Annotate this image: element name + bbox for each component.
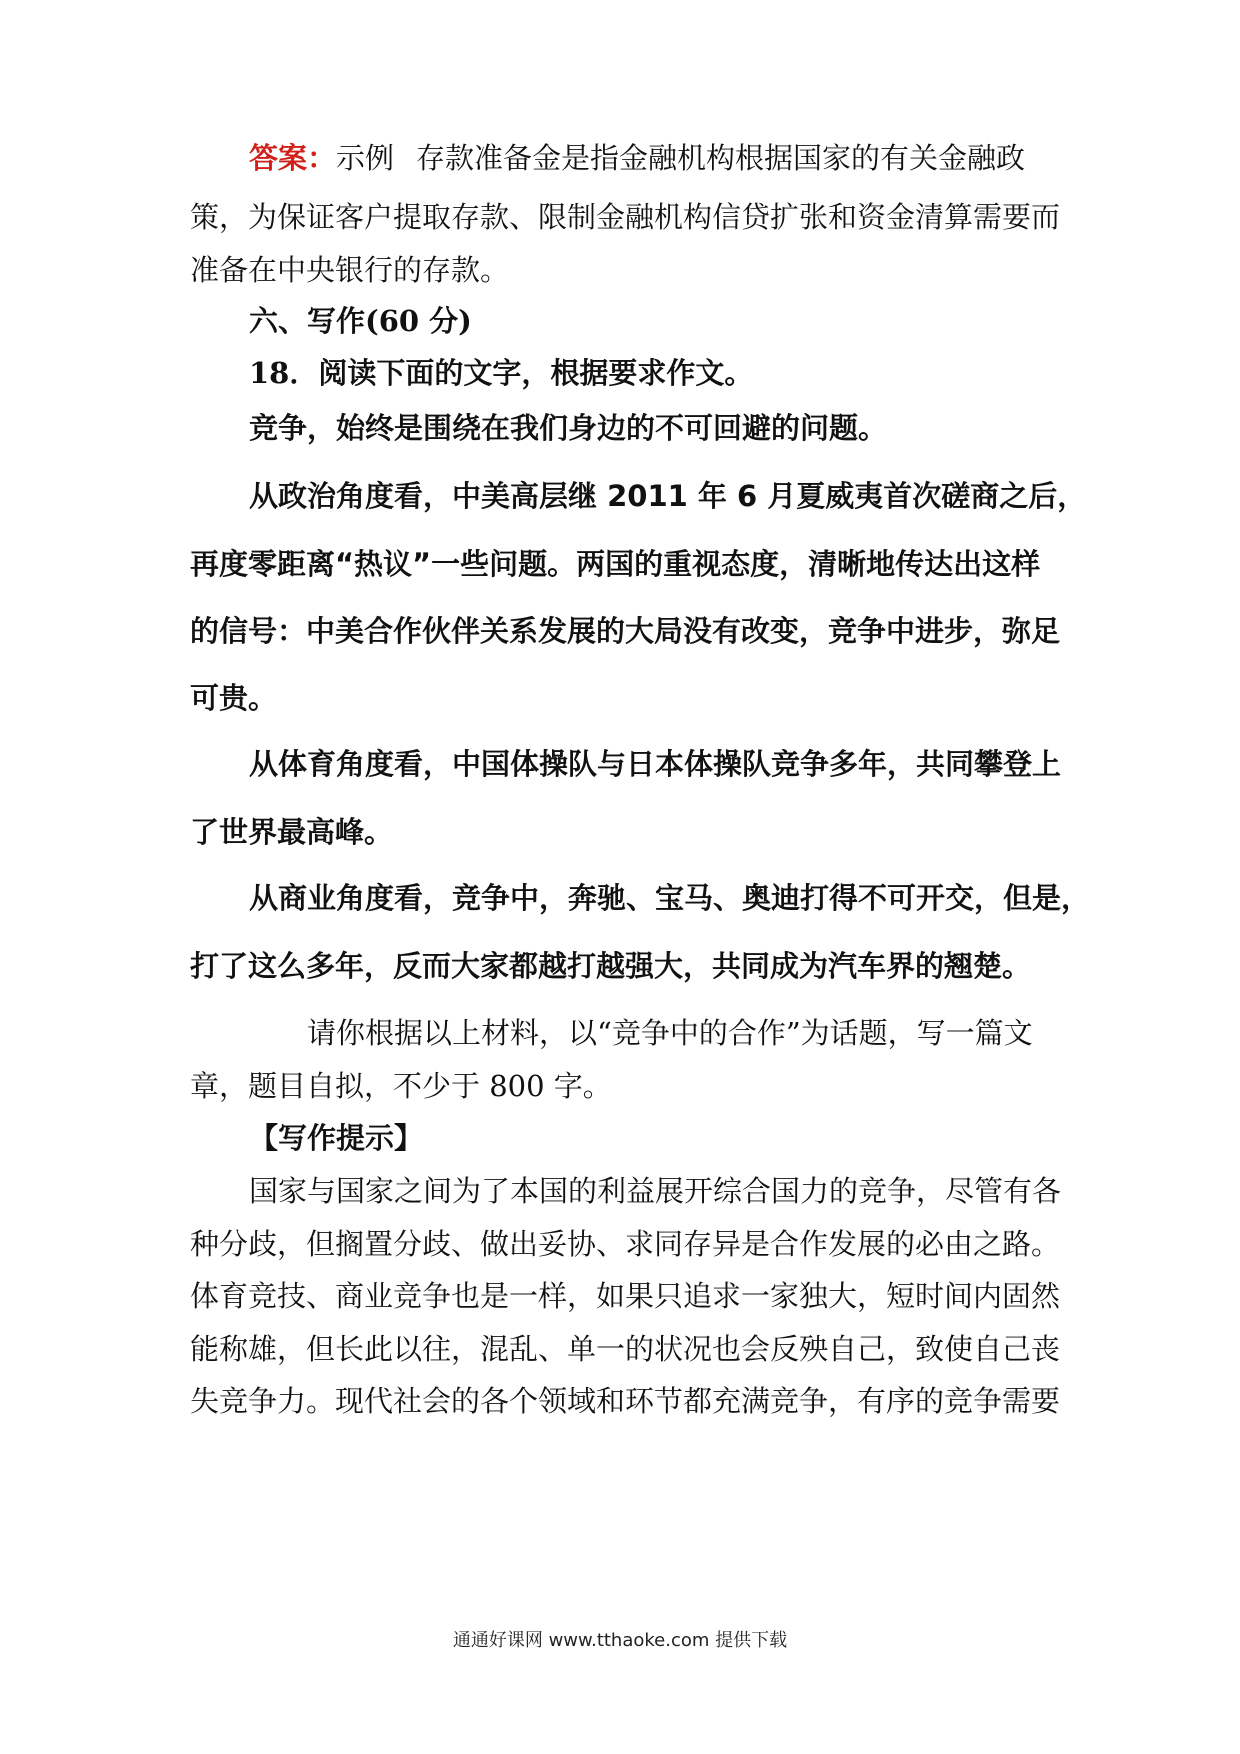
- tips-line-4: 能称雄，但长此以往，混乱、单一的状况也会反殃自己，致使自己丧: [190, 1332, 1061, 1366]
- material-politics-line-4: 可贵。: [190, 681, 278, 715]
- page-footer: 通通好课网 www.tthaoke.com 提供下载: [452, 1630, 788, 1651]
- material-sports-line-2: 了世界最高峰。: [190, 815, 394, 849]
- material-politics-line-1: 从政治角度看，中美高层继 2011 年 6 月夏威夷首次磋商之后，: [249, 479, 1087, 513]
- section-heading: 六、写作(60 分): [249, 304, 472, 338]
- material-intro: 竞争，始终是围绕在我们身边的不可回避的问题。: [249, 411, 888, 445]
- material-business-line-2: 打了这么多年，反而大家都越打越强大，共同成为汽车界的翘楚。: [190, 949, 1032, 983]
- answer-text-1: 存款准备金是指金融机构根据国家的有关金融政: [416, 141, 1026, 175]
- material-politics-line-3: 的信号：中美合作伙伴关系发展的大局没有改变，竞争中进步，弥足: [190, 614, 1061, 648]
- requirement-line-1: 请你根据以上材料，以“竞争中的合作”为话题，写一篇文: [307, 1016, 1033, 1050]
- answer-example: 示例: [336, 141, 395, 175]
- tips-line-5: 失竞争力。现代社会的各个领域和环节都充满竞争，有序的竞争需要: [190, 1384, 1061, 1418]
- requirement-line-2: 章，题目自拟，不少于 800 字。: [190, 1069, 612, 1103]
- tips-line-2: 种分歧，但搁置分歧、做出妥协、求同存异是合作发展的必由之路。: [190, 1227, 1061, 1261]
- tips-heading: 【写作提示】: [249, 1121, 424, 1155]
- question-prompt: 18．阅读下面的文字，根据要求作文。: [249, 356, 754, 390]
- answer-label: 答案：: [249, 141, 337, 175]
- answer-line-1: [249, 138, 1129, 178]
- material-politics-line-2: 再度零距离“热议”一些问题。两国的重视态度，清晰地传达出这样: [190, 547, 1041, 581]
- tips-line-3: 体育竞技、商业竞争也是一样，如果只追求一家独大，短时间内固然: [190, 1279, 1061, 1313]
- answer-line-3: 准备在中央银行的存款。: [190, 253, 510, 287]
- material-sports-line-1: 从体育角度看，中国体操队与日本体操队竞争多年，共同攀登上: [249, 747, 1062, 781]
- answer-line-2: 策，为保证客户提取存款、限制金融机构信贷扩张和资金清算需要而: [190, 200, 1061, 234]
- material-business-line-1: 从商业角度看，竞争中，奔驰、宝马、奥迪打得不可开交，但是，: [249, 881, 1091, 915]
- tips-line-1: 国家与国家之间为了本国的利益展开综合国力的竞争，尽管有各: [249, 1174, 1062, 1208]
